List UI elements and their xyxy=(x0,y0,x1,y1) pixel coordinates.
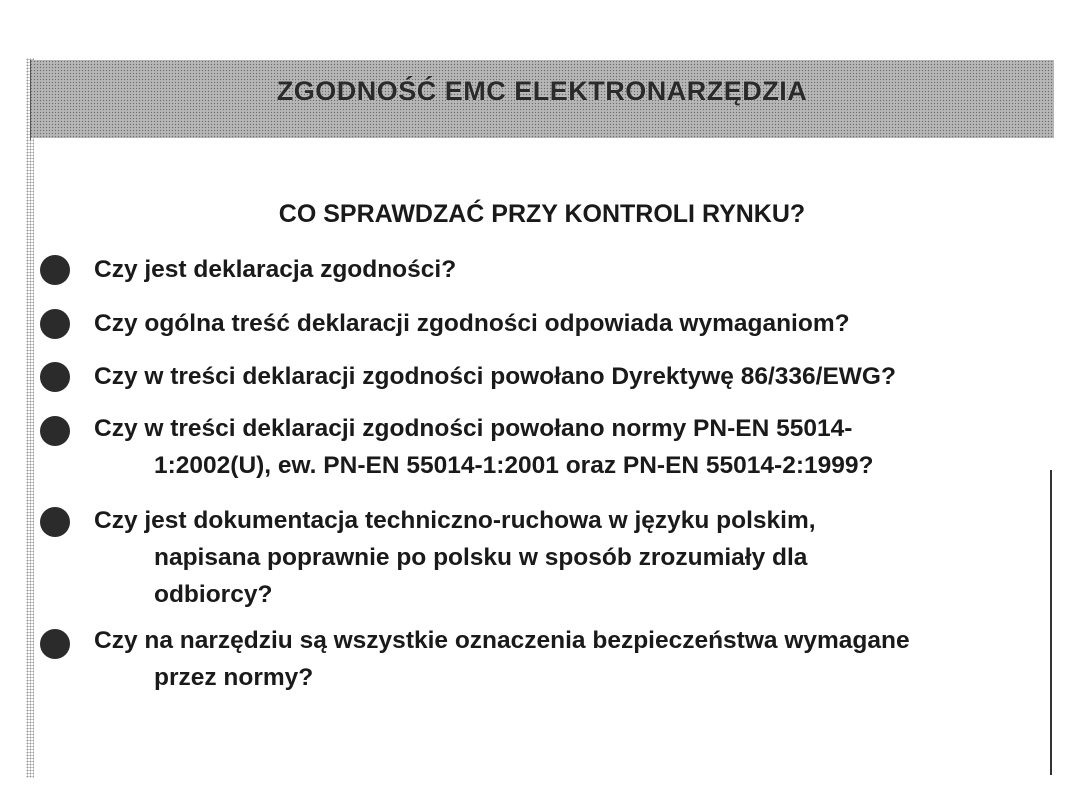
item-line: przez normy? xyxy=(154,664,314,691)
bullet-icon xyxy=(40,362,70,392)
item-line: Czy jest dokumentacja techniczno-ruchowa w języku polskim, xyxy=(94,507,816,534)
bullet-icon xyxy=(40,507,70,537)
item-line: Czy w treści deklaracji zgodności powołano Dyrektywę 86/336/EWG? xyxy=(94,363,896,390)
bullet-icon xyxy=(40,416,70,446)
bullet-icon xyxy=(40,309,70,339)
slide-subtitle: CO SPRAWDZAĆ PRZY KONTROLI RYNKU? xyxy=(278,200,806,228)
item-line: 1:2002(U), ew. PN-EN 55014-1:2001 oraz PN-EN 55014-2:1999? xyxy=(154,452,874,479)
item-line: Czy ogólna treść deklaracji zgodności odpowiada wymaganiom? xyxy=(94,310,850,337)
item-line: Czy jest deklaracja zgodności? xyxy=(94,256,457,283)
item-line: napisana poprawnie po polsku w sposób zrozumiały dla xyxy=(154,544,808,571)
item-line: Czy na narzędziu są wszystkie oznaczenia bezpieczeństwa wymagane xyxy=(94,627,910,654)
item-line: Czy w treści deklaracji zgodności powołano normy PN-EN 55014- xyxy=(94,415,853,442)
slide-title: ZGODNOŚĆ EMC ELEKTRONARZĘDZIA xyxy=(276,76,808,106)
item-line: odbiorcy? xyxy=(154,581,273,608)
bullet-icon xyxy=(40,255,70,285)
bullet-icon xyxy=(40,629,70,659)
